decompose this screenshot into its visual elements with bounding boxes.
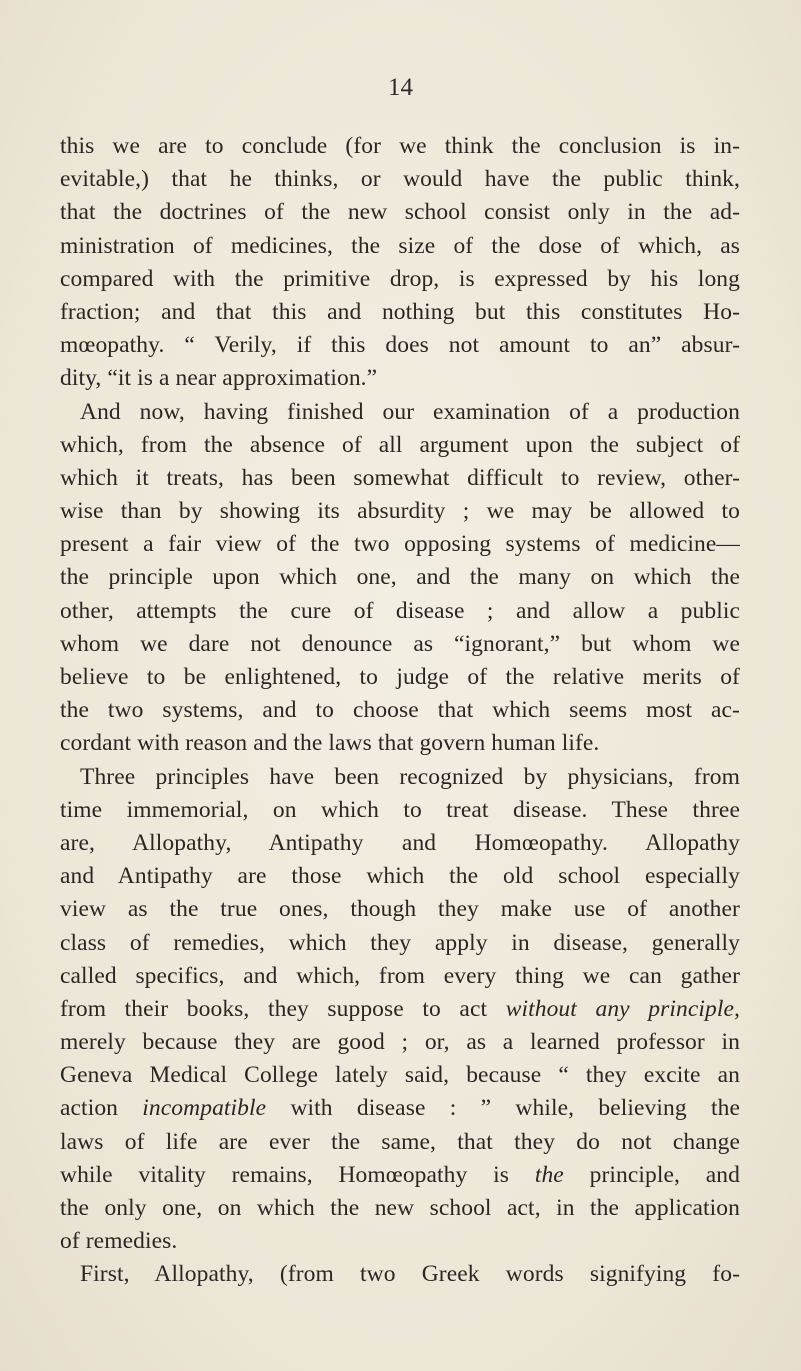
text-line: evitable,) that he thinks, or would have the public think, [60, 166, 740, 193]
text-line: present a fair view of the two opposing systems of medicine— [60, 531, 740, 558]
text-line: that the doctrines of the new school consist only in the ad- [60, 199, 740, 226]
text-line: which, from the absence of all argument upon the subject of [60, 431, 740, 458]
text-line: class of remedies, which they apply in disease, generally [60, 929, 740, 956]
text-line: of remedies. [60, 1228, 178, 1255]
italic-text: the [534, 1161, 564, 1188]
paragraph-start-line: Three principles have been recognized by physicians, from [80, 763, 740, 790]
text-segment: from their books, they suppose to act [60, 995, 488, 1022]
text-segment: while vitality remains, Homœopathy is [60, 1161, 510, 1188]
page-number: 14 [388, 74, 413, 101]
text-segment: with disease : ” while, believing the [290, 1095, 740, 1122]
italic-text: incompatible [142, 1095, 267, 1122]
text-line: mœopathy. “ Verily, if this does not amount to an” absur- [60, 332, 740, 359]
text-segment: principle, and [589, 1161, 741, 1188]
text-line: are, Allopathy, Antipathy and Homœopathy. Allopathy [60, 829, 740, 856]
text-line: called specifics, and which, from every thing we can gather [60, 962, 740, 989]
body-text [60, 130, 740, 1292]
text-line: other, attempts the cure of disease ; and allow a public [60, 597, 740, 624]
text-line: the only one, on which the new school act, in the application [60, 1195, 740, 1221]
text-line: merely because they are good ; or, as a learned professor in [60, 1029, 740, 1056]
paragraph-start-line: And now, having finished our examination of a production [80, 398, 740, 425]
text-segment: action [60, 1095, 119, 1122]
text-line: the principle upon which one, and the many on which the [60, 564, 740, 591]
paragraph-start-line: First, Allopathy, (from two Greek words signifying fo- [80, 1261, 740, 1288]
text-line: believe to be enlightened, to judge of the relative merits of [60, 664, 740, 690]
text-line: compared with the primitive drop, is expressed by his long [60, 265, 740, 292]
text-line: cordant with reason and the laws that govern human life. [60, 730, 600, 757]
text-line: the two systems, and to choose that which seems most ac- [60, 697, 740, 724]
text-line [60, 993, 740, 1026]
text-line [60, 1159, 740, 1192]
text-line: which it treats, has been somewhat difficult to review, other- [60, 464, 740, 491]
text-line: fraction; and that this and nothing but this constitutes Ho- [60, 298, 740, 325]
text-line: and Antipathy are those which the old school especially [60, 863, 740, 890]
text-line: wise than by showing its absurdity ; we may be allowed to [60, 498, 740, 525]
text-line: laws of life are ever the same, that they do not change [60, 1128, 740, 1155]
italic-text: without any principle, [505, 995, 740, 1022]
text-line [60, 1092, 740, 1125]
text-line: whom we dare not denounce as “ignorant,” but whom we [60, 630, 740, 657]
text-line: time immemorial, on which to treat disease. These three [60, 796, 740, 823]
text-line: this we are to conclude (for we think the conclusion is in- [60, 133, 740, 159]
text-line: Geneva Medical College lately said, because “ they excite an [60, 1062, 740, 1089]
text-line: view as the true ones, though they make use of another [60, 896, 740, 923]
text-line: dity, “it is a near approximation.” [60, 365, 378, 392]
text-line: ministration of medicines, the size of the dose of which, as [60, 232, 740, 259]
